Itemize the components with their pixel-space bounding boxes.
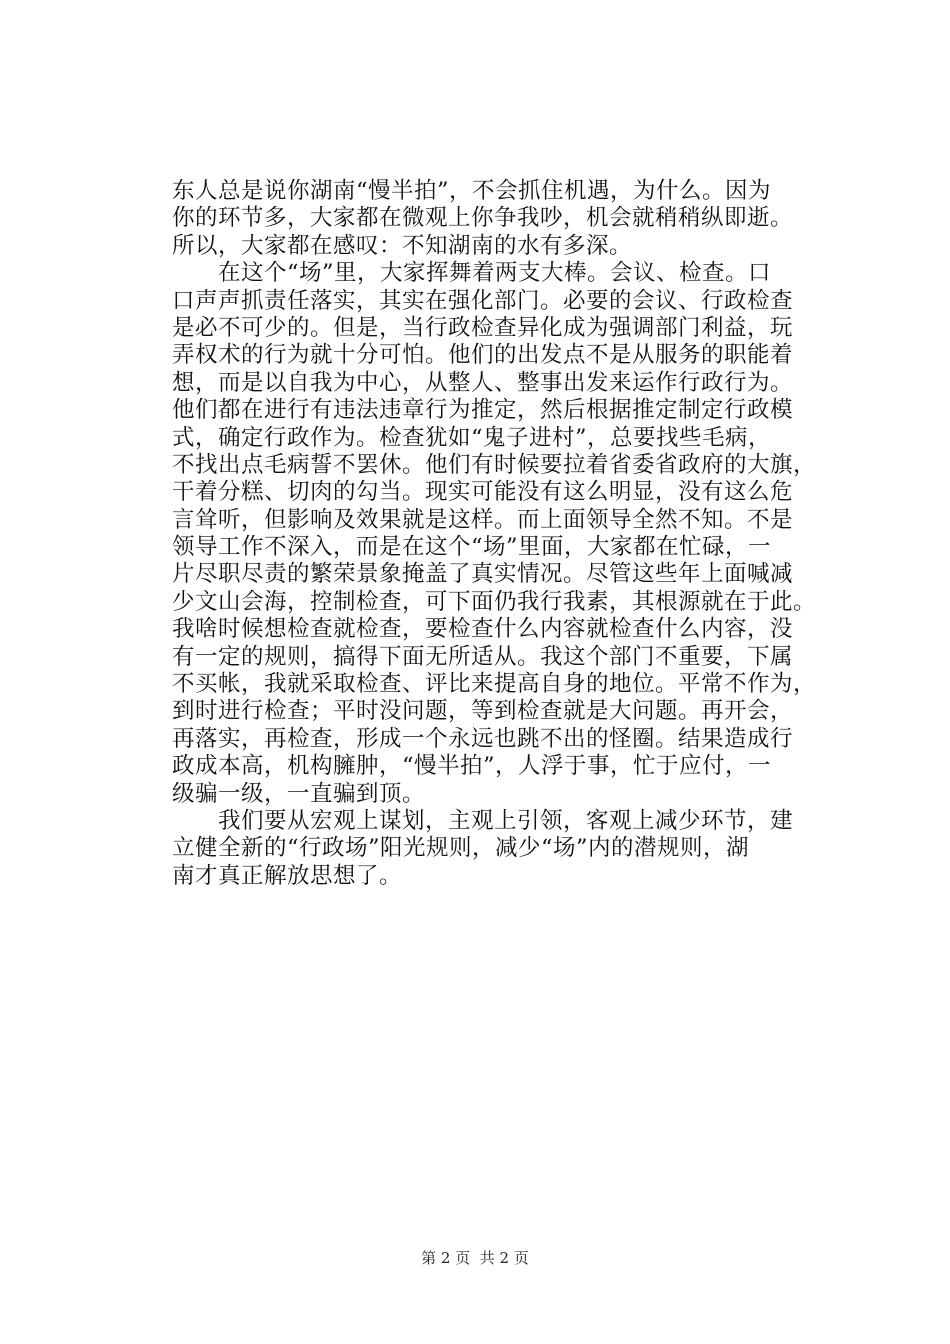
text-line: 在这个“场”里，大家挥舞着两支大棒。会议、检查。口 [172, 260, 772, 287]
text-line: 所以，大家都在感叹：不知湖南的水有多深。 [172, 232, 633, 259]
text-line: 立健全新的“行政场”阳光规则，减少“场”内的潜规则，湖 [172, 835, 750, 862]
text-line: 是必不可少的。但是，当行政检查异化成为强调部门利益，玩 [172, 314, 794, 341]
text-line: 干着分糕、切肉的勾当。现实可能没有这么明显，没有这么危 [172, 479, 794, 506]
text-line: 东人总是说你湖南“慢半拍”，不会抓住机遇，为什么。因为 [172, 178, 772, 204]
text-line: 领导工作不深入，而是在这个“场”里面，大家都在忙碌，一 [172, 534, 772, 561]
text-line: 言耸听，但影响及效果就是这样。而上面领导全然不知。不是 [172, 506, 794, 533]
text-line: 弄权术的行为就十分可怕。他们的出发点不是从服务的职能着 [172, 342, 794, 369]
page-number-footer: 第 2 页 共 2 页 [421, 1249, 529, 1267]
text-line: 想，而是以自我为中心，从整人、整事出发来运作行政行为。 [172, 369, 794, 396]
text-line: 级骗一级，一直骗到顶。 [172, 780, 426, 807]
text-line: 政成本高，机构臃肿，“慢半拍”，人浮于事，忙于应付，一 [172, 753, 772, 780]
text-line: 少文山会海，控制检查，可下面仍我行我素，其根源就在于此。 [172, 588, 817, 615]
text-line: 有一定的规则，搞得下面无所适从。我这个部门不重要，下属 [172, 643, 794, 670]
document-body [172, 178, 817, 890]
text-line: 他们都在进行有违法违章行为推定，然后根据推定制定行政模 [172, 397, 794, 424]
text-line: 不找出点毛病誓不罢休。他们有时候要拉着省委省政府的大旗， [172, 451, 817, 478]
text-line: 你的环节多，大家都在微观上你争我吵，机会就稍稍纵即逝。 [172, 205, 794, 232]
text-line: 片尽职尽责的繁荣景象掩盖了真实情况。尽管这些年上面喊减 [172, 561, 794, 588]
text-line: 式，确定行政作为。检查犹如“鬼子进村”，总要找些毛病， [172, 424, 772, 451]
text-line: 再落实，再检查，形成一个永远也跳不出的怪圈。结果造成行 [172, 725, 794, 752]
text-line: 南才真正解放思想了。 [172, 862, 403, 889]
text-line: 到时进行检查；平时没问题，等到检查就是大问题。再开会， [172, 698, 794, 725]
text-line: 口声声抓责任落实，其实在强化部门。必要的会议、行政检查 [172, 287, 794, 314]
text-line: 我们要从宏观上谋划，主观上引领，客观上减少环节，建 [172, 807, 794, 834]
text-line: 不买帐，我就采取检查、评比来提高自身的地位。平常不作为， [172, 671, 817, 698]
text-line: 我啥时候想检查就检查，要检查什么内容就检查什么内容，没 [172, 616, 794, 643]
